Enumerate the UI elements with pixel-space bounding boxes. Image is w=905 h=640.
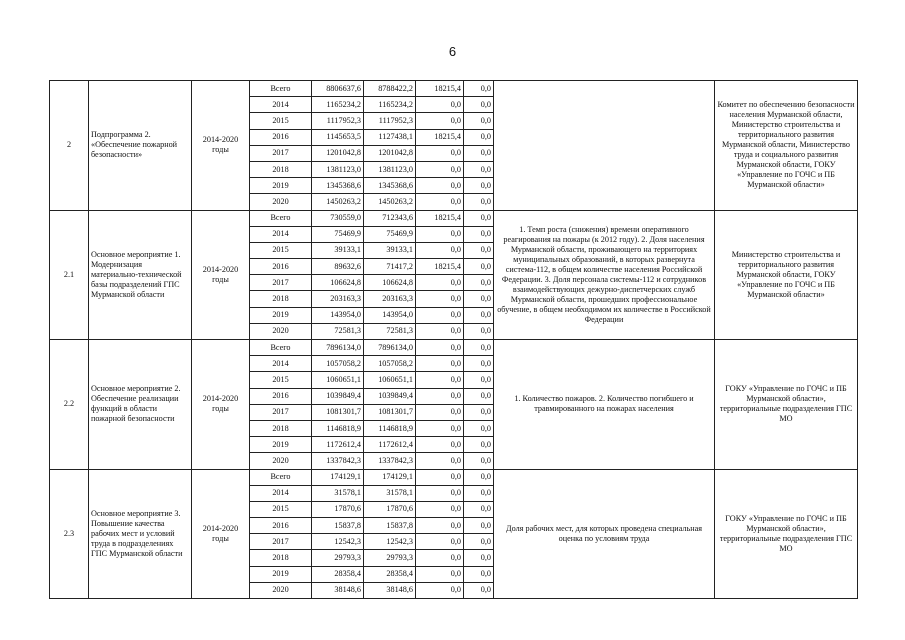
indicators-cell: 1. Темп роста (снижения) времени оперативного реагирования на пожары (к 2012 году). 2. Доля населения Мурманской области, проживающего на территориях муниципальных образований, в которых развернута система-112, в общем количестве населения Российской Федерации. 3. Доля персонала системы-112 и сотрудников взаимодействующих дежурно-диспетчерских служб Мурманской области, прошедших профессиональное обучение, в общем необходимом их количестве в Российской Федерации [494,210,715,340]
year-cell: 2020 [250,453,312,469]
total-cell: 72581,3 [312,323,364,339]
other-cell: 0,0 [464,388,494,404]
table-row [50,469,858,485]
section-name: Подпрограмма 2. «Обеспечение пожарной безопасности» [89,81,192,211]
total-cell: 1381123,0 [312,161,364,177]
indicators-cell: 1. Количество пожаров. 2. Количество погибшего и травмированного на пожарах населения [494,340,715,470]
table-row [50,210,858,226]
other-cell: 0,0 [464,356,494,372]
responsible-cell: ГОКУ «Управление по ГОЧС и ПБ Мурманской области», территориальные подразделения ГПС МО [715,469,858,599]
other-cell: 0,0 [464,582,494,598]
responsible-cell: Комитет по обеспечению безопасности населения Мурманской области, Министерство строительства и территориального развития Мурманской области, Министерство труда и социального развития Мурманской области, ГОКУ «Управление по ГОЧС и ПБ Мурманской области» [715,81,858,211]
year-cell: 2015 [250,113,312,129]
federal-budget-cell: 18215,4 [416,259,464,275]
federal-budget-cell: 0,0 [416,323,464,339]
year-cell: 2015 [250,501,312,517]
regional-budget-cell: 38148,6 [364,582,416,598]
indicators-cell [494,81,715,211]
other-cell: 0,0 [464,259,494,275]
total-cell: 12542,3 [312,534,364,550]
federal-budget-cell: 0,0 [416,275,464,291]
regional-budget-cell: 12542,3 [364,534,416,550]
regional-budget-cell: 72581,3 [364,323,416,339]
other-cell: 0,0 [464,420,494,436]
federal-budget-cell: 18215,4 [416,81,464,97]
total-cell: 1201042,8 [312,145,364,161]
year-cell: 2020 [250,582,312,598]
other-cell: 0,0 [464,210,494,226]
regional-budget-cell: 71417,2 [364,259,416,275]
regional-budget-cell: 1081301,7 [364,404,416,420]
regional-budget-cell: 1172612,4 [364,437,416,453]
other-cell: 0,0 [464,275,494,291]
federal-budget-cell: 0,0 [416,420,464,436]
regional-budget-cell: 712343,6 [364,210,416,226]
total-cell: 1165234,2 [312,97,364,113]
other-cell: 0,0 [464,194,494,210]
total-cell: 1057058,2 [312,356,364,372]
regional-budget-cell: 1146818,9 [364,420,416,436]
total-cell: 174129,1 [312,469,364,485]
federal-budget-cell: 0,0 [416,178,464,194]
section-number: 2.3 [50,469,89,599]
other-cell: 0,0 [464,113,494,129]
section-years: 2014-2020 годы [192,210,250,340]
year-cell: 2020 [250,323,312,339]
section-years: 2014-2020 годы [192,340,250,470]
table-row [50,81,858,97]
federal-budget-cell: 0,0 [416,453,464,469]
regional-budget-cell: 1127438,1 [364,129,416,145]
total-cell: 1081301,7 [312,404,364,420]
responsible-cell: Министерство строительства и территориального развития Мурманской области, ГОКУ «Управление по ГОЧС и ПБ Мурманской области» [715,210,858,340]
section-years: 2014-2020 годы [192,469,250,599]
regional-budget-cell: 29793,3 [364,550,416,566]
federal-budget-cell: 0,0 [416,372,464,388]
federal-budget-cell: 0,0 [416,161,464,177]
other-cell: 0,0 [464,129,494,145]
total-cell: 38148,6 [312,582,364,598]
program-table [49,80,858,599]
section-name: Основное мероприятие 1. Модернизация материально-технической базы подразделений ГПС Мурманской области [89,210,192,340]
year-cell: 2016 [250,129,312,145]
other-cell: 0,0 [464,340,494,356]
regional-budget-cell: 1450263,2 [364,194,416,210]
regional-budget-cell: 1117952,3 [364,113,416,129]
year-cell: Всего [250,340,312,356]
total-cell: 1039849,4 [312,388,364,404]
federal-budget-cell: 0,0 [416,501,464,517]
other-cell: 0,0 [464,501,494,517]
federal-budget-cell: 18215,4 [416,210,464,226]
year-cell: 2017 [250,275,312,291]
section-number: 2.2 [50,340,89,470]
other-cell: 0,0 [464,437,494,453]
total-cell: 1117952,3 [312,113,364,129]
year-cell: 2014 [250,356,312,372]
year-cell: Всего [250,81,312,97]
total-cell: 143954,0 [312,307,364,323]
year-cell: 2017 [250,404,312,420]
federal-budget-cell: 18215,4 [416,129,464,145]
regional-budget-cell: 39133,1 [364,242,416,258]
total-cell: 28358,4 [312,566,364,582]
indicators-cell: Доля рабочих мест, для которых проведена специальная оценка по условиям труда [494,469,715,599]
year-cell: 2017 [250,534,312,550]
federal-budget-cell: 0,0 [416,404,464,420]
other-cell: 0,0 [464,323,494,339]
total-cell: 89632,6 [312,259,364,275]
federal-budget-cell: 0,0 [416,242,464,258]
other-cell: 0,0 [464,453,494,469]
regional-budget-cell: 8788422,2 [364,81,416,97]
year-cell: 2016 [250,259,312,275]
federal-budget-cell: 0,0 [416,340,464,356]
total-cell: 1146818,9 [312,420,364,436]
other-cell: 0,0 [464,226,494,242]
federal-budget-cell: 0,0 [416,388,464,404]
federal-budget-cell: 0,0 [416,437,464,453]
federal-budget-cell: 0,0 [416,194,464,210]
other-cell: 0,0 [464,518,494,534]
federal-budget-cell: 0,0 [416,550,464,566]
other-cell: 0,0 [464,534,494,550]
year-cell: 2019 [250,307,312,323]
section-number: 2.1 [50,210,89,340]
year-cell: 2014 [250,226,312,242]
total-cell: 17870,6 [312,501,364,517]
total-cell: 1145653,5 [312,129,364,145]
year-cell: 2019 [250,566,312,582]
regional-budget-cell: 1345368,6 [364,178,416,194]
total-cell: 75469,9 [312,226,364,242]
total-cell: 106624,8 [312,275,364,291]
other-cell: 0,0 [464,97,494,113]
regional-budget-cell: 75469,9 [364,226,416,242]
other-cell: 0,0 [464,550,494,566]
federal-budget-cell: 0,0 [416,291,464,307]
regional-budget-cell: 1060651,1 [364,372,416,388]
total-cell: 31578,1 [312,485,364,501]
federal-budget-cell: 0,0 [416,226,464,242]
federal-budget-cell: 0,0 [416,582,464,598]
federal-budget-cell: 0,0 [416,566,464,582]
page-number: 6 [448,44,457,59]
other-cell: 0,0 [464,372,494,388]
year-cell: 2018 [250,161,312,177]
federal-budget-cell: 0,0 [416,307,464,323]
regional-budget-cell: 174129,1 [364,469,416,485]
year-cell: 2018 [250,420,312,436]
regional-budget-cell: 15837,8 [364,518,416,534]
year-cell: 2018 [250,291,312,307]
year-cell: 2020 [250,194,312,210]
regional-budget-cell: 1381123,0 [364,161,416,177]
federal-budget-cell: 0,0 [416,485,464,501]
regional-budget-cell: 7896134,0 [364,340,416,356]
year-cell: 2015 [250,242,312,258]
regional-budget-cell: 17870,6 [364,501,416,517]
year-cell: Всего [250,469,312,485]
total-cell: 1337842,3 [312,453,364,469]
total-cell: 1060651,1 [312,372,364,388]
year-cell: 2019 [250,437,312,453]
federal-budget-cell: 0,0 [416,113,464,129]
federal-budget-cell: 0,0 [416,469,464,485]
year-cell: 2017 [250,145,312,161]
year-cell: 2019 [250,178,312,194]
table-row [50,340,858,356]
section-number: 2 [50,81,89,211]
total-cell: 8806637,6 [312,81,364,97]
regional-budget-cell: 143954,0 [364,307,416,323]
regional-budget-cell: 203163,3 [364,291,416,307]
regional-budget-cell: 1039849,4 [364,388,416,404]
federal-budget-cell: 0,0 [416,534,464,550]
total-cell: 1450263,2 [312,194,364,210]
year-cell: 2014 [250,97,312,113]
total-cell: 730559,0 [312,210,364,226]
year-cell: 2018 [250,550,312,566]
total-cell: 1172612,4 [312,437,364,453]
regional-budget-cell: 31578,1 [364,485,416,501]
federal-budget-cell: 0,0 [416,518,464,534]
other-cell: 0,0 [464,145,494,161]
regional-budget-cell: 1201042,8 [364,145,416,161]
total-cell: 39133,1 [312,242,364,258]
table-body [50,81,858,599]
section-years: 2014-2020 годы [192,81,250,211]
other-cell: 0,0 [464,566,494,582]
responsible-cell: ГОКУ «Управление по ГОЧС и ПБ Мурманской области», территориальные подразделения ГПС МО [715,340,858,470]
total-cell: 203163,3 [312,291,364,307]
other-cell: 0,0 [464,485,494,501]
year-cell: 2014 [250,485,312,501]
other-cell: 0,0 [464,404,494,420]
federal-budget-cell: 0,0 [416,145,464,161]
other-cell: 0,0 [464,81,494,97]
other-cell: 0,0 [464,291,494,307]
year-cell: Всего [250,210,312,226]
total-cell: 29793,3 [312,550,364,566]
total-cell: 7896134,0 [312,340,364,356]
regional-budget-cell: 1057058,2 [364,356,416,372]
section-name: Основное мероприятие 3. Повышение качества рабочих мест и условий труда в подразделениях ГПС Мурманской области [89,469,192,599]
other-cell: 0,0 [464,307,494,323]
section-name: Основное мероприятие 2. Обеспечение реализации функций в области пожарной безопасности [89,340,192,470]
regional-budget-cell: 28358,4 [364,566,416,582]
total-cell: 15837,8 [312,518,364,534]
other-cell: 0,0 [464,178,494,194]
year-cell: 2016 [250,518,312,534]
regional-budget-cell: 106624,8 [364,275,416,291]
federal-budget-cell: 0,0 [416,356,464,372]
other-cell: 0,0 [464,161,494,177]
federal-budget-cell: 0,0 [416,97,464,113]
other-cell: 0,0 [464,469,494,485]
other-cell: 0,0 [464,242,494,258]
regional-budget-cell: 1165234,2 [364,97,416,113]
total-cell: 1345368,6 [312,178,364,194]
year-cell: 2015 [250,372,312,388]
year-cell: 2016 [250,388,312,404]
regional-budget-cell: 1337842,3 [364,453,416,469]
